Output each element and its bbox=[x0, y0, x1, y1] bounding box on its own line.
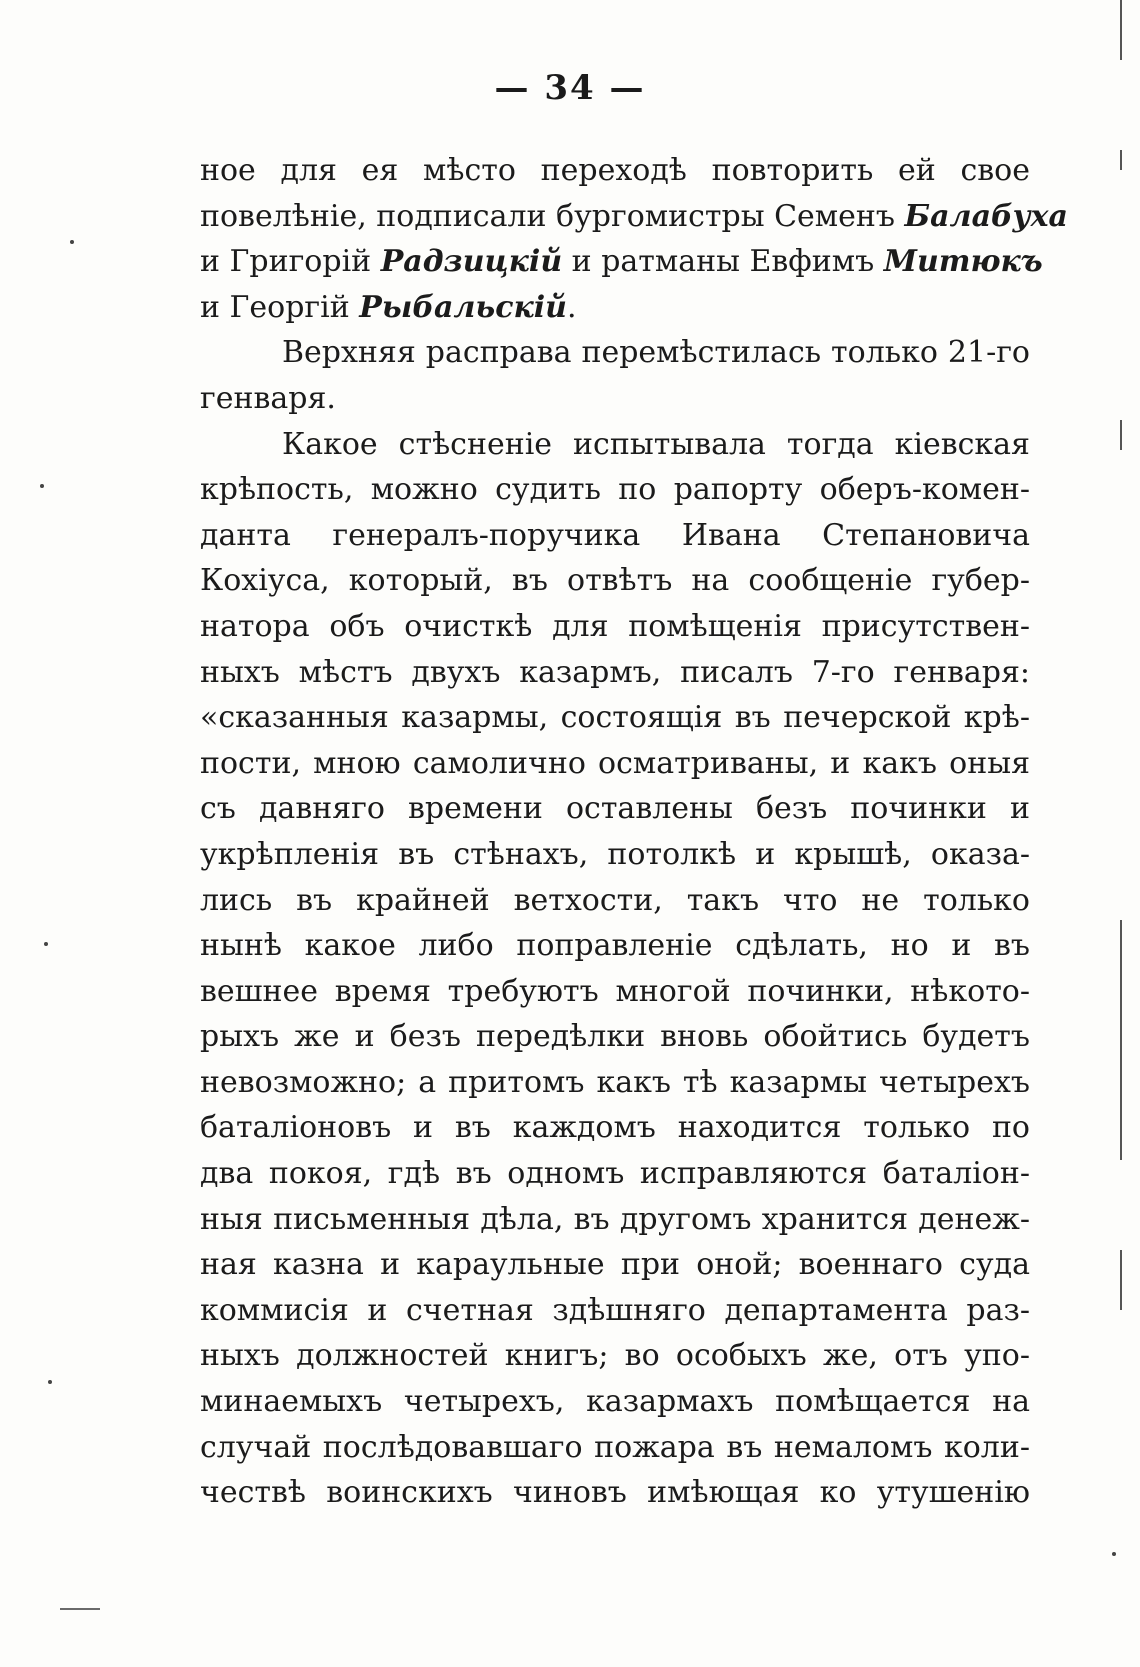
text-line: ныхъ должностей книгъ; во особыхъ же, отъ упо- bbox=[200, 1338, 1030, 1374]
text-fragment: . bbox=[566, 289, 577, 325]
scan-rule-mark bbox=[60, 1608, 100, 1610]
text-line: крѣпость, можно судить по рапорту оберъ-комен- bbox=[200, 472, 1030, 508]
text-line: укрѣпленія въ стѣнахъ, потолкѣ и крышѣ, оказа- bbox=[200, 836, 1030, 872]
text-line: ныхъ мѣстъ двухъ казармъ, писалъ 7-го генваря: bbox=[200, 654, 1030, 690]
text-line: Верхняя расправа перемѣстилась только 21-го bbox=[282, 335, 1030, 371]
text-line: Кохіуса, который, въ отвѣтъ на сообщеніе губер- bbox=[200, 563, 1030, 599]
scan-dot bbox=[1112, 1552, 1116, 1556]
text-line: Какое стѣсненіе испытывала тогда кіевская bbox=[282, 426, 1030, 462]
scan-edge-mark bbox=[1120, 420, 1122, 450]
scan-dot bbox=[40, 484, 44, 488]
text-line: вешнее время требуютъ многой починки, нѣкото- bbox=[200, 973, 1030, 1009]
text-line: случай послѣдовавшаго пожара въ немаломъ коли- bbox=[200, 1429, 1030, 1465]
scan-edge-mark bbox=[1120, 920, 1122, 1160]
text-line: данта генералъ-поручика Ивана Степановича bbox=[200, 517, 1030, 553]
text-line: пости, мною самолично осматриваны, и какъ оныя bbox=[200, 745, 1030, 781]
text-fragment: повелѣніе, подписали бургомистры Семенъ bbox=[200, 198, 905, 234]
scan-dot bbox=[70, 240, 74, 244]
text-line: чествѣ воинскихъ чиновъ имѣющая ко утушенію bbox=[200, 1475, 1030, 1511]
text-line: два покоя, гдѣ въ одномъ исправляются баталіон- bbox=[200, 1156, 1030, 1192]
text-line bbox=[200, 285, 1030, 331]
text-line: невозможно; а притомъ какъ тѣ казармы четырехъ bbox=[200, 1064, 1030, 1100]
scan-edge-mark bbox=[1120, 150, 1122, 170]
text-line: ныя письменныя дѣла, въ другомъ хранится денеж- bbox=[200, 1201, 1030, 1237]
text-line bbox=[200, 239, 1043, 285]
text-line: минаемыхъ четырехъ, казармахъ помѣщается на bbox=[200, 1384, 1030, 1420]
text-fragment: и ратманы Евфимъ bbox=[562, 244, 884, 280]
text-line: съ давняго времени оставлены безъ починки и bbox=[200, 791, 1030, 827]
text-fragment: и Григорій bbox=[200, 244, 381, 280]
text-line: нынѣ какое либо поправленіе сдѣлать, но и въ bbox=[200, 928, 1030, 964]
text-line: баталіоновъ и въ каждомъ находится только по bbox=[200, 1110, 1030, 1146]
surname: Рыбальскій bbox=[359, 289, 567, 325]
text-line: ное для ея мѣсто переходѣ повторить ей свое bbox=[200, 153, 1030, 188]
scan-edge-mark bbox=[1120, 0, 1122, 60]
text-line bbox=[200, 194, 1068, 240]
surname: Балабуха bbox=[904, 198, 1068, 234]
text-line: лись въ крайней ветхости, такъ что не только bbox=[200, 882, 1030, 918]
page-number: — 34 — bbox=[494, 68, 646, 108]
surname: Митюкъ bbox=[883, 244, 1043, 280]
text-line: «сказанныя казармы, состоящія въ печерской крѣ- bbox=[200, 700, 1030, 736]
text-fragment: и Георгій bbox=[200, 289, 360, 325]
text-line: натора объ очисткѣ для помѣщенія присутствен- bbox=[200, 608, 1030, 644]
body-text bbox=[200, 148, 1068, 1516]
scan-edge-mark bbox=[1120, 1250, 1122, 1310]
text-line: генваря. bbox=[200, 380, 336, 416]
text-line: коммисія и счетная здѣшняго департамента раз- bbox=[200, 1292, 1030, 1328]
text-line: рыхъ же и безъ передѣлки вновь обойтись будетъ bbox=[200, 1019, 1030, 1055]
scan-dot bbox=[48, 1380, 52, 1384]
surname: Радзицкій bbox=[380, 244, 563, 280]
text-line: ная казна и караульные при оной; военнаго суда bbox=[200, 1247, 1030, 1283]
scan-dot bbox=[44, 942, 48, 946]
